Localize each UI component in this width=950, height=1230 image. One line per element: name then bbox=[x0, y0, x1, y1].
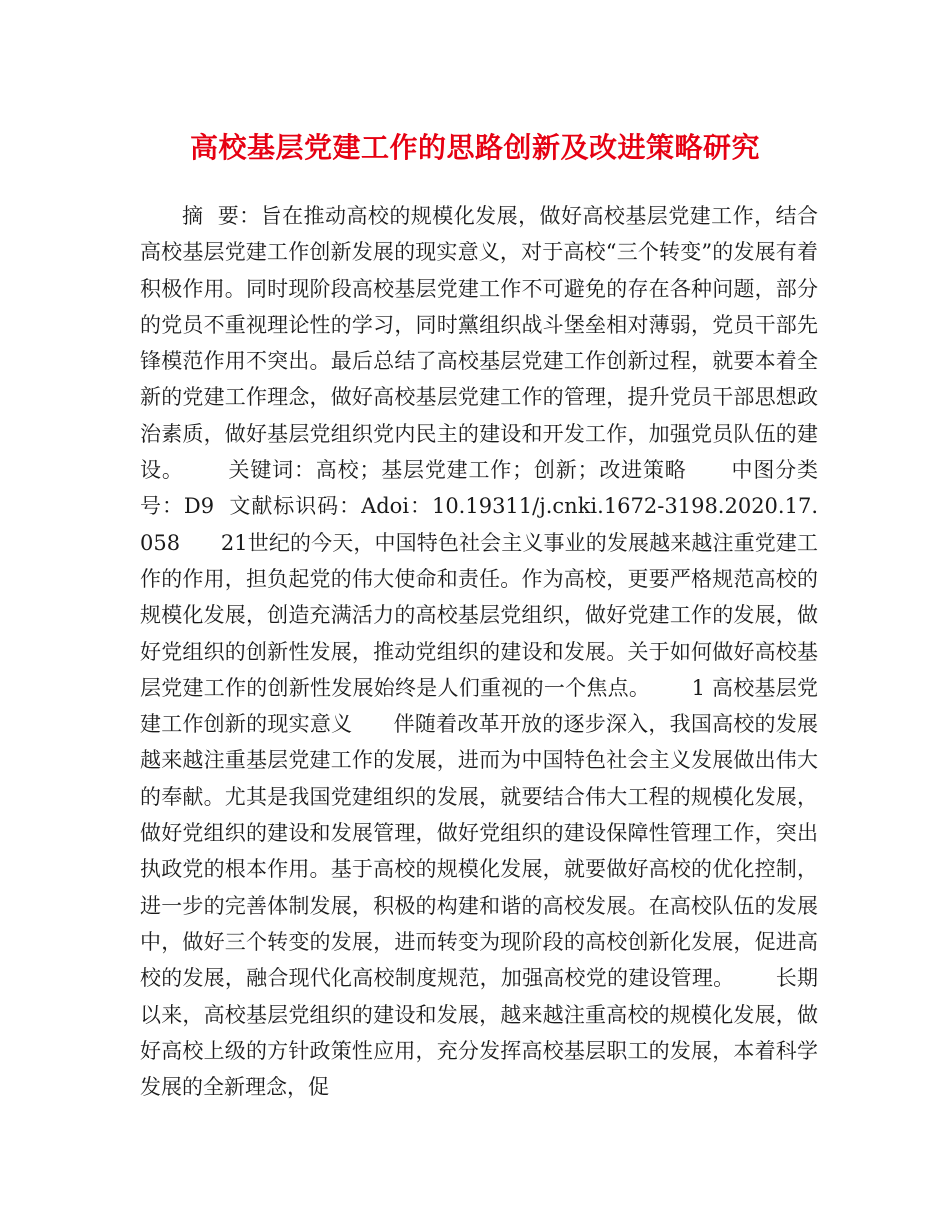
document-body: 摘 要：旨在推动高校的规模化发展，做好高校基层党建工作，结合高校基层党建工作创新发展的现实意义，对于高校“三个转变”的发展有着积极作用。同时现阶段高校基层党建工作不可避免的存在各种问题，部分的党员不重视理论性的学习，同时黨组织战斗堡垒相对薄弱，党员干部先锋模范作用不突出。最后总结了高校基层党建工作创新过程，就要本着全新的党建工作理念，做好高校基层党建工作的管理，提升党员干部思想政治素质，做好基层党组织党内民主的建设和开发工作，加强党员队伍的建设。 关键词：高校；基层党建工作；创新；改进策略 中图分类号：D9 文献标识码：Adoi：10.19311/j.cnki.1672-3198.2020.17.058 21世纪的今天，中国特色社会主义事业的发展越来越注重党建工作的作用，担负起党的伟大使命和责任。作为高校，更要严格规范高校的规模化发展，创造充满活力的高校基层党组织，做好党建工作的发展，做好党组织的创新性发展，推动党组织的建设和发展。关于如何做好高校基层党建工作的创新性发展始终是人们重视的一个焦点。 1 高校基层党建工作创新的现实意义 伴随着改革开放的逐步深入，我国高校的发展越来越注重基层党建工作的发展，进而为中国特色社会主义发展做出伟大的奉献。尤其是我国党建组织的发展，就要结合伟大工程的规模化发展，做好党组织的建设和发展管理，做好党组织的建设保障性管理工作，突出执政党的根本作用。基于高校的规模化发展，就要做好高校的优化控制，进一步的完善体制发展，积极的构建和谐的高校发展。在高校队伍的发展中，做好三个转变的发展，进而转变为现阶段的高校创新化发展，促进高校的发展，融合现代化高校制度规范，加强高校党的建设管理。 长期以来，高校基层党组织的建设和发展，越来越注重高校的规模化发展，做好高校上级的方针政策性应用，充分发挥高校基层职工的发展，本着科学发展的全新理念，促 bbox=[140, 204, 818, 1100]
document-title: 高校基层党建工作的思路创新及改进策略研究 bbox=[189, 131, 760, 164]
